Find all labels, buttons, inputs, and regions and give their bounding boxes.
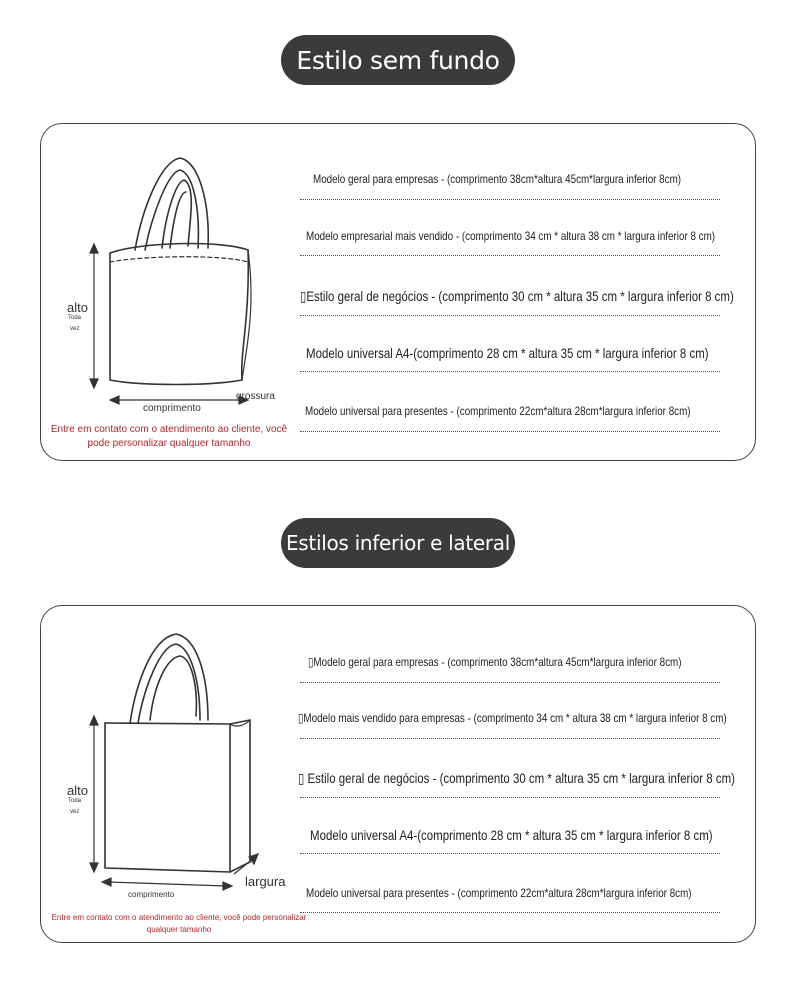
row-divider (300, 738, 720, 739)
row-divider (300, 912, 720, 913)
customize-note: Entre em contato com o atendimento ao cliente, você pode personalizar qualquer tamanho (51, 913, 307, 934)
row-divider (300, 255, 720, 256)
section-title-no-bottom: Estilo sem fundo (281, 35, 515, 85)
model-row: ▯Modelo mais vendido para empresas - (comprimento 34 cm * altura 38 cm * largura inferior 8 cm) (298, 711, 727, 725)
model-row: ▯Estilo geral de negócios - (comprimento 30 cm * altura 35 cm * largura inferior 8 cm) (300, 288, 734, 304)
model-row: Modelo universal A4-(comprimento 28 cm * altura 35 cm * largura inferior 8 cm) (306, 345, 709, 361)
height-label: alto (67, 783, 88, 798)
model-row: Modelo empresarial mais vendido - (comprimento 34 cm * altura 38 cm * largura inferior 8 cm) (306, 229, 716, 243)
row-divider (300, 682, 720, 683)
height-label: alto (67, 300, 88, 315)
row-divider (300, 797, 720, 798)
row-divider (300, 853, 720, 854)
model-row: Modelo universal A4-(comprimento 28 cm * altura 35 cm * largura inferior 8 cm) (310, 827, 713, 843)
row-divider (300, 199, 720, 200)
thickness-label: grossura (236, 391, 275, 402)
section-title-bottom-side: Estilos inferior e lateral (281, 518, 515, 568)
tote-bag-no-bottom-icon (80, 150, 290, 410)
tote-bag-gusset-icon (80, 628, 290, 898)
row-divider (300, 431, 720, 432)
height-sublabel: Toda (68, 315, 82, 321)
model-row: Modelo geral para empresas - (comprimento 38cm*altura 45cm*largura inferior 8cm) (313, 172, 682, 186)
row-divider (300, 371, 720, 372)
model-row: ▯Modelo geral para empresas - (comprimento 38cm*altura 45cm*largura inferior 8cm) (308, 655, 682, 669)
width-label: largura (245, 874, 286, 889)
model-row: Modelo universal para presentes - (comprimento 22cm*altura 28cm*largura inferior 8cm) (305, 404, 691, 418)
height-sublabel: vez (70, 809, 80, 815)
height-sublabel: vez (70, 326, 80, 332)
height-sublabel: Toda (68, 798, 82, 804)
length-label: comprimento (128, 890, 175, 899)
model-row: Modelo universal para presentes - (comprimento 22cm*altura 28cm*largura inferior 8cm) (306, 886, 692, 900)
length-label: comprimento (143, 403, 201, 414)
row-divider (300, 315, 720, 316)
customize-note: Entre em contato com o atendimento ao cliente, você pode personalizar qualquer tamanho (50, 424, 288, 449)
model-row: ▯ Estilo geral de negócios - (comprimento 30 cm * altura 35 cm * largura inferior 8 cm) (298, 770, 735, 786)
